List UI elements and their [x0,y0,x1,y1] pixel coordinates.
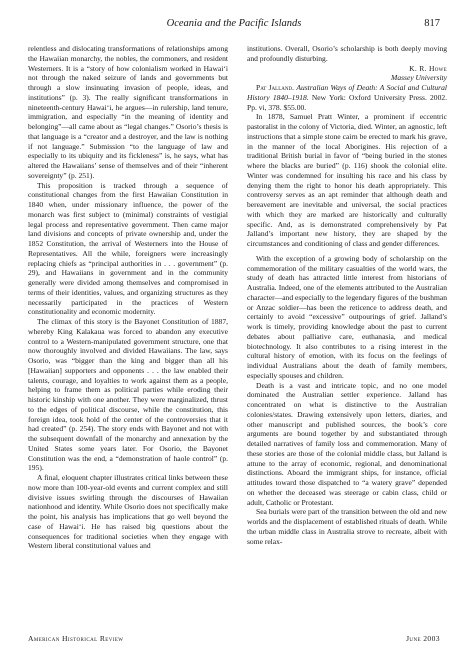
reviewer-name: K. R. Howe [409,63,447,73]
body-paragraph: The climax of this story is the Bayonet Constitution of 1887, whereby King Kalakaua was forced to abandon any executive control to a Western-manipulated government structure, one that now thoroughly involved and divided Hawaiians. The law, says Osorio, was “bigger than the king and bigger than all his [Hawaiian] supporters and opponents . . . the law enabled their talents, courage, and loyalties to work against them as a people, helping to frame them as political parties while eroding their historic kinship with one another. They were marginalized, thrust to the edges of political discourse, while the constitution, this foreign idea, took hold of the center of the controversies that it had created” (p. 254). The story ends with Bayonet and not with the subsequent downfall of the monarchy and annexation by the United States some years later. For Osorio, the Bayonet Constitution was the end, a “demonstration of haole control” (p. 195). [28,317,228,473]
right-column [247,44,447,546]
body-paragraph: This proposition is tracked through a sequence of constitutional changes from the first Hawaiian Constitution in 1840 when, under missionary influence, the power of the monarch was first subject to (minimal) constraints of vestigial legal process and representative government. Then came major land divisions and concepts of private ownership and, under the 1852 Constitution, the arrival of Westerners into the House of Representatives. All the while, foreigners were increasingly replacing chiefs as “principal authorities in . . . government” (p. 29), and Hawaiians in government and in the community generally were divided among themselves and compromised in terms of their identities, values, and organizing structures as they necessarily participated in the practices of Western constitutionality and economic modernity. [28,180,228,317]
body-paragraph: A final, eloquent chapter illustrates critical links between these now more than 100-year-old events and current complex and still divisive issues swirling through the discourses of Hawaiian nationhood and identity. While Osorio does not specifically make the point, his analysis has implications that go well beyond the case of Hawai‘i. He has raised big questions about the consequences for traditional societies when they engage with Western liberal constitutional values and [28,473,228,551]
review-author: Pat Jalland. [256,83,294,92]
body-paragraph: With the exception of a growing body of scholarship on the commemoration of the military casualties of the world wars, the study of death has attracted little interest from historians of Australia. Indeed, one of the elements attributed to the Australian character—and especially to the legendary figures of the bushman or Anzac soldier—has been the reticence to address death, and certainly to avoid “excessive” outpourings of grief. Jalland’s work is timely, providing knowledge about the past to current debates about palliative care, euthanasia, and medical biotechnology. It also contributes to a rising interest in the cultural history of emotion, with its focus on the feelings of individual Australians about the death of family members, especially spouses and children. [247,253,447,380]
left-column [28,44,228,551]
body-paragraph: In 1878, Samuel Pratt Winter, a prominent if eccentric pastoralist in the colony of Victoria, died. Winter, an agnostic, left instructions that a simple stone cairn be erected to mark his grave, in the manner of the local Aborigines. His rejection of a traditional British burial in favor of “being buried in the stones where the blacks are buried” (p. 116) shook the colonial elite. Winter was condemned for insulting his race and his class by denying them the right to honor his death appropriately. This controversy serves as an apt reminder that although death and bereavement are inevitable and universal, the social practices with which they are marked are historically and culturally specific. And, as is demonstrated comprehensively by Pat Jalland’s important new history, they are shaped by the circumstances and conditioning of class and gender differences. [247,112,447,248]
page-footer [28,631,440,643]
running-header [28,18,440,32]
review-book-title: Australian Ways of Death: A Social and Cultural History 1840–1918. [247,83,447,102]
review-heading [247,83,447,112]
review-publication-details: New York: Oxford University Press. 2002. Pp. vi, 378. $55.00. [247,92,448,112]
issue-date: June 2003 [406,634,440,643]
body-paragraph: relentless and dislocating transformations of relationships among the Hawaiian monarchy, the nobles, the commoners, and resident Westerners. It is a “story of how colonialism worked in Hawai‘i not through the naked seizure of lands and governments but through a slow insinuating invasion of people, ideas, and institutions” (p. 3). The really significant transformations in nineteenth-century Hawai‘i, he argues—in rulership, land tenure, immigration, and especially “in the meaning of identity and belonging”—all came about as “legal changes.” Osorio’s thesis is that language is a “creator and a destroyer, and the law is nothing if not language.” Submission “to the language of law and especially to its ubiquity and its fickleness” is, he says, what has altered the Hawaiians’ sense of themselves and of their “inherent sovereignty” (p. 251). [28,44,228,180]
journal-name: American Historical Review [28,634,124,643]
body-paragraph: Death is a vast and intricate topic, and no one model dominated the Australian settler experience. Jalland has concentrated on what is distinctive to the Australian colonies/states. Drawing extensively upon letters, diaries, and other manuscript and published sources, the book’s core arguments are bound together by and substantiated through detailed narratives of family loss and commemoration. Many of these stories are those of the colonial middle class, but Jalland is attune to the array of economic, regional, and denominational distinctions. Aboard the immigrant ships, for instance, official attitudes toward those dispatched to “a watery grave” depended on whether the deceased was steerage or cabin class, child or adult, Catholic or Protestant. [247,380,447,507]
continuation-paragraph: institutions. Overall, Osorio’s scholarship is both deeply moving and profoundly disturbing. [247,44,447,63]
reviewer-institution: Massey University [391,73,447,83]
body-paragraph: Sea burials were part of the transition between the old and new worlds and the displacement of established rituals of death. While the urban middle class in Australia strove to recreate, albeit with some relax- [247,507,447,546]
page-number: 817 [424,18,440,29]
running-title: Oceania and the Pacific Islands [166,18,302,29]
